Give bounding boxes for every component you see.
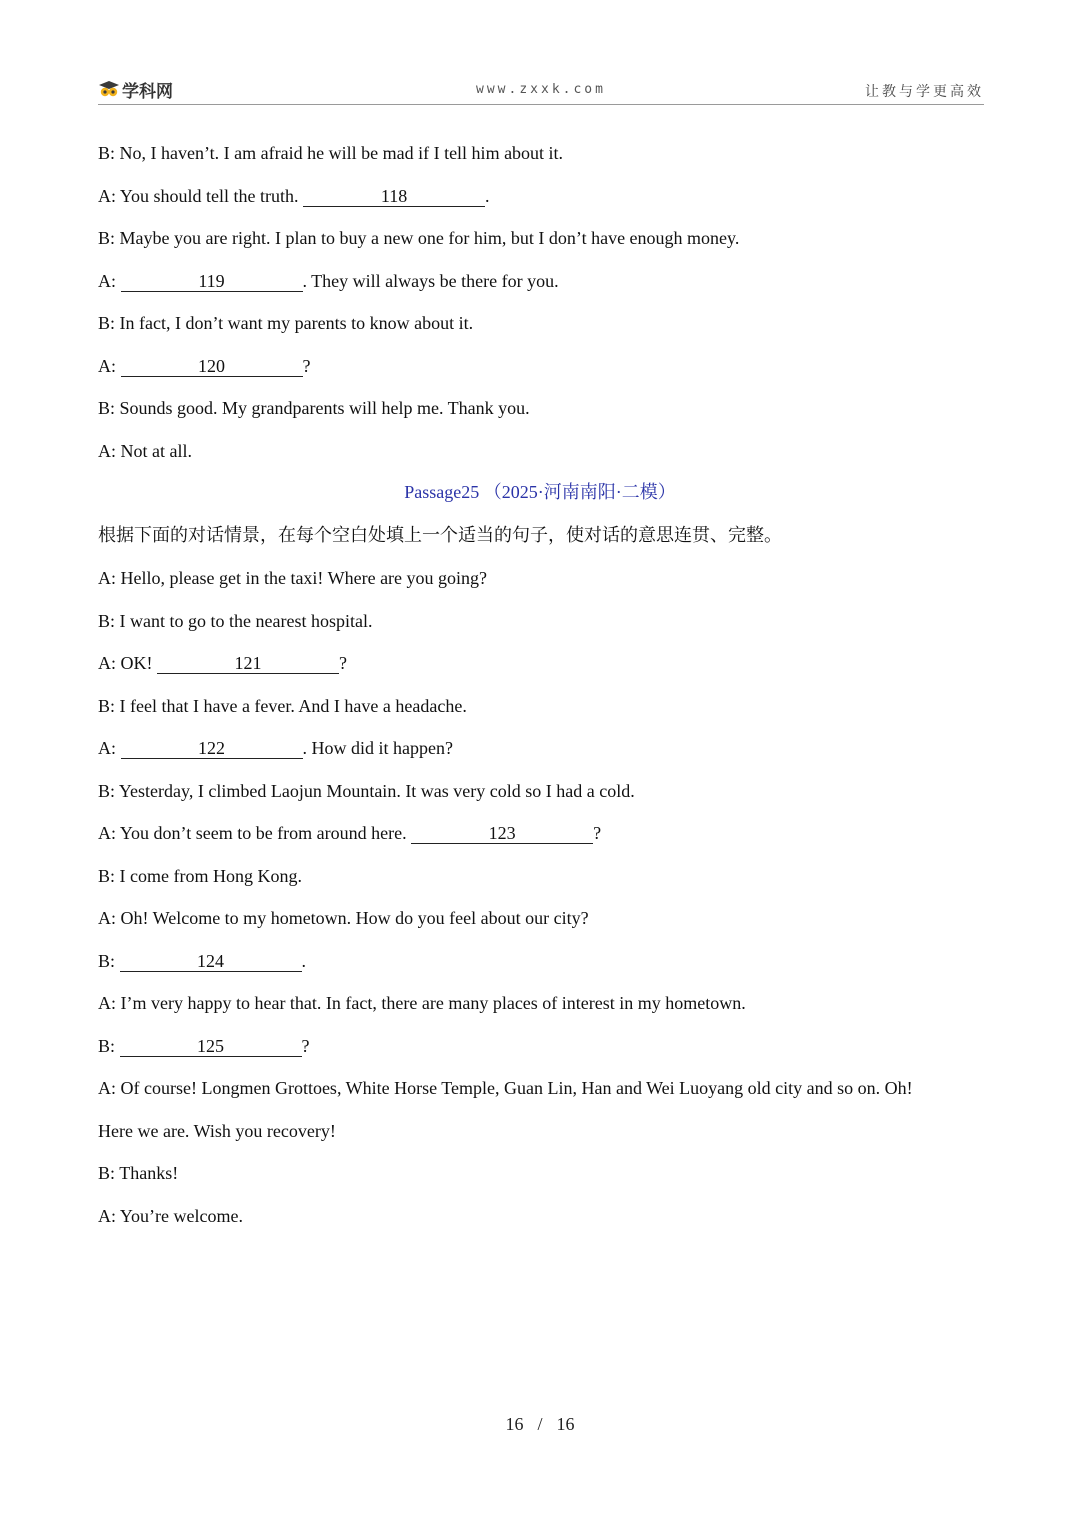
dialogue-line [98, 1119, 336, 1143]
speaker-label: A: [98, 270, 116, 291]
dialogue-text: Not at all. [120, 440, 192, 461]
dialogue-text-after: ? [339, 653, 347, 673]
dialogue-text-after: . [485, 185, 490, 206]
dialogue-text: You’re welcome. [119, 1205, 243, 1226]
site-url[interactable]: www.zxxk.com [476, 82, 606, 97]
dialogue-line [98, 821, 601, 845]
dialogue-text-after: . [301, 950, 307, 971]
page-footer [0, 1414, 1080, 1435]
page-separator: / [537, 1414, 543, 1434]
dialogue-text-after: . They will always be there for you. [302, 270, 559, 291]
dialogue-text: No, I haven’t. I am afraid he will be mad if I tell him about it. [119, 143, 564, 163]
dialogue-text: Sounds good. My grandparents will help me. Thank you. [119, 398, 530, 418]
dialogue-text: In fact, I don’t want my parents to know about it. [119, 313, 474, 333]
speaker-label: A: [98, 1078, 116, 1098]
dialogue-text: Yesterday, I climbed Laojun Mountain. It was very cold so I had a cold. [118, 780, 635, 801]
answer-blank[interactable]: 123 [411, 823, 593, 844]
speaker-label: A: [98, 653, 116, 673]
speaker-label: A: [98, 568, 116, 588]
dialogue-line [98, 439, 192, 463]
dialogue-line [98, 226, 739, 250]
speaker-label: B: [98, 143, 116, 163]
dialogue-line [98, 694, 467, 718]
dialogue-line [98, 1161, 178, 1185]
speaker-label: B: [98, 1035, 116, 1056]
dialogue-text: I feel that I have a fever. And I have a headache. [119, 695, 467, 716]
dialogue-line [98, 736, 453, 760]
dialogue-text: I’m very happy to hear that. In fact, there are many places of interest in my hometown. [120, 993, 746, 1013]
dialogue-line [98, 1034, 310, 1058]
speaker-label: B: [98, 313, 116, 333]
dialogue-text: I want to go to the nearest hospital. [119, 610, 373, 631]
dialogue-text-after: . How did it happen? [302, 738, 453, 758]
speaker-label: A: [98, 738, 116, 758]
dialogue-line [98, 311, 473, 335]
speaker-label: A: [98, 440, 116, 461]
answer-blank[interactable]: 119 [121, 271, 303, 292]
dialogue-line [98, 566, 487, 590]
dialogue-line [98, 269, 559, 293]
answer-blank[interactable]: 120 [121, 356, 303, 377]
speaker-label: B: [98, 695, 116, 716]
answer-blank[interactable]: 124 [120, 951, 302, 972]
dialogue-line [98, 651, 347, 675]
dialogue-line [98, 141, 563, 165]
answer-blank[interactable]: 122 [121, 738, 303, 759]
speaker-label: A: [98, 908, 116, 928]
dialogue-line [98, 906, 589, 930]
speaker-label: A: [98, 185, 116, 206]
passage-instruction: 根据下面的对话情景，在每个空白处填上一个适当的句子，使对话的意思连贯、完整。 [98, 525, 782, 545]
dialogue-line [98, 991, 746, 1015]
dialogue-line [98, 609, 372, 633]
speaker-label: B: [98, 398, 116, 418]
speaker-label: B: [98, 865, 116, 886]
page-header [98, 76, 984, 105]
dialogue-text: You should tell the truth. [119, 185, 299, 206]
dialogue-text-after: ? [593, 823, 602, 843]
dialogue-text: Thanks! [119, 1163, 179, 1183]
answer-blank[interactable]: 121 [157, 653, 339, 674]
dialogue-text: Maybe you are right. I plan to buy a new one for him, but I don’t have enough money. [119, 228, 740, 248]
dialogue-line [98, 779, 635, 803]
dialogue-text-after: ? [301, 1035, 310, 1056]
speaker-label: B: [98, 610, 116, 631]
speaker-label: B: [98, 950, 116, 971]
logo-text: 学科网 [122, 81, 173, 102]
speaker-label: A: [98, 823, 116, 843]
speaker-label: A: [98, 993, 116, 1013]
dialogue-text: Hello, please get in the taxi! Where are you going? [120, 568, 488, 588]
speaker-label: A: [98, 1205, 116, 1226]
site-slogan: 让教与学更高效 [865, 84, 984, 100]
answer-blank[interactable]: 118 [303, 186, 485, 207]
dialogue-text: Oh! Welcome to my hometown. How do you feel about our city? [120, 908, 589, 928]
answer-blank[interactable]: 125 [120, 1036, 302, 1057]
speaker-label: B: [98, 228, 116, 248]
dialogue-text: Of course! Longmen Grottoes, White Horse Temple, Guan Lin, Han and Wei Luoyang old city and so on. Oh! [120, 1078, 913, 1098]
dialogue-line [98, 1076, 913, 1100]
dialogue-line [98, 1204, 243, 1228]
dialogue-text: OK! [120, 653, 153, 673]
total-page-number: 16 [556, 1414, 575, 1434]
dialogue-text: I come from Hong Kong. [119, 865, 302, 886]
dialogue-line [98, 354, 311, 378]
dialogue-line [98, 864, 302, 888]
dialogue-text: You don’t seem to be from around here. [119, 823, 407, 843]
speaker-label: B: [98, 1163, 116, 1183]
passage-title: Passage25 （2025·河南南阳·二模） [404, 482, 676, 502]
speaker-label: A: [98, 355, 116, 376]
dialogue-line [98, 949, 306, 973]
dialogue-line [98, 396, 530, 420]
current-page-number: 16 [505, 1414, 524, 1434]
dialogue-text: Here we are. Wish you recovery! [98, 1120, 336, 1141]
speaker-label: B: [98, 780, 116, 801]
dialogue-line [98, 184, 490, 208]
dialogue-text-after: ? [302, 355, 311, 376]
